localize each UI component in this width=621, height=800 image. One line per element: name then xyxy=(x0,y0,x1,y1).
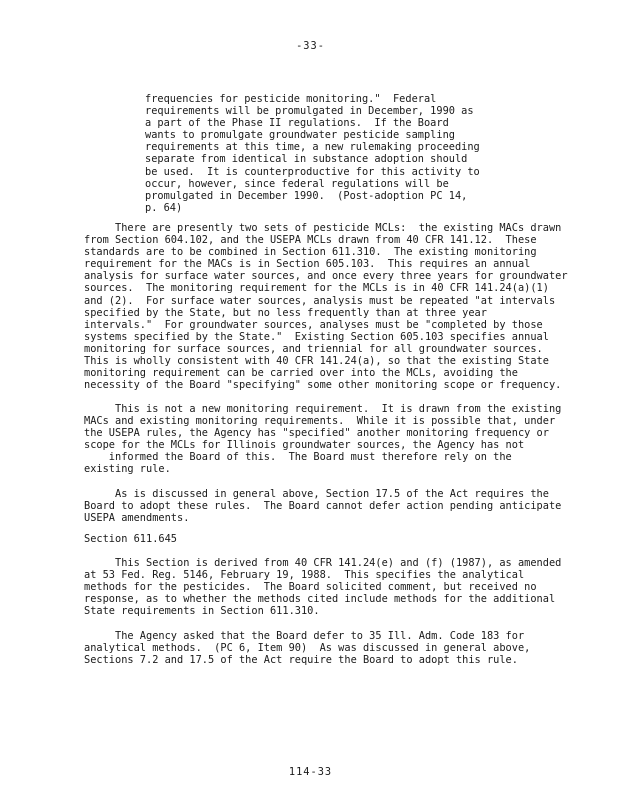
page-footer: 114-33 xyxy=(288,766,333,778)
text-line: Sections 7.2 and 17.5 of the Act require the Board to adopt this rule. xyxy=(84,654,518,667)
text-line: systems specified by the State." Existing Section 605.103 specifies annual xyxy=(84,330,549,343)
text-line: MACs and existing monitoring requirements. While it is possible that, under xyxy=(84,415,556,428)
text-line: frequencies for pesticide monitoring." Federal xyxy=(145,93,437,105)
text-line: the USEPA rules, the Agency has "specified" another monitoring frequency or xyxy=(84,427,549,440)
text-line: specified by the State, but no less frequently than at three year xyxy=(84,306,487,319)
text-line: promulgated in December 1990. (Post-adoption PC 14, xyxy=(145,189,468,202)
text-line: analysis for surface water sources, and once every three years for groundwater xyxy=(84,270,568,283)
paragraph-analytical-methods xyxy=(84,557,560,617)
section-heading: Section 611.645 xyxy=(84,533,177,545)
paragraph-agency-request xyxy=(84,630,560,666)
text-line: Board to adopt these rules. The Board cannot defer action pending anticipate xyxy=(84,500,562,513)
text-line: monitoring requirement can be carried over into the MCLs, avoiding the xyxy=(84,367,518,380)
text-line: wants to promulgate groundwater pesticide sampling xyxy=(145,129,455,142)
paragraph-monitoring-requirement xyxy=(84,403,560,476)
text-line: standards are to be combined in Section 611.310. The existing monitoring xyxy=(84,246,537,259)
text-line: analytical methods. (PC 6, Item 90) As was discussed in general above, xyxy=(84,642,531,655)
text-line: requirements will be promulgated in December, 1990 as xyxy=(145,105,474,118)
text-line: p. 64) xyxy=(145,201,183,214)
text-line: requirements at this time, a new rulemaking proceeding xyxy=(145,141,480,154)
text-line: occur, however, since federal regulations will be xyxy=(145,177,449,190)
text-line: The Agency asked that the Board defer to 35 Ill. Adm. Code 183 for xyxy=(84,630,525,642)
text-line: There are presently two sets of pesticide MCLs: the existing MACs drawn xyxy=(84,222,562,234)
block-quote xyxy=(145,93,480,214)
text-line: State requirements in Section 611.310. xyxy=(84,605,320,618)
text-line: response, as to whether the methods cited include methods for the additional xyxy=(84,593,556,606)
text-line: requirement for the MACs is in Section 605.103. This requires an annual xyxy=(84,258,531,271)
paragraph-pesticide-mcls xyxy=(84,222,568,392)
text-line: and (2). For surface water sources, analysis must be repeated "at intervals xyxy=(84,294,556,307)
paragraph-section-17-5 xyxy=(84,488,560,524)
text-line: As is discussed in general above, Section 17.5 of the Act requires the xyxy=(84,488,549,500)
text-line: separate from identical in substance adoption should xyxy=(145,153,468,166)
text-line: necessity of the Board "specifying" some other monitoring scope or frequency. xyxy=(84,379,562,392)
text-line: from Section 604.102, and the USEPA MCLs drawn from 40 CFR 141.12. These xyxy=(84,234,537,247)
text-line: existing rule. xyxy=(84,463,171,476)
text-line: monitoring for surface sources, and triennial for all groundwater sources. xyxy=(84,342,543,355)
text-line: intervals." For groundwater sources, analyses must be "completed by those xyxy=(84,318,543,331)
text-line: be used. It is counterproductive for this activity to xyxy=(145,165,480,178)
text-line: methods for the pesticides. The Board solicited comment, but received no xyxy=(84,581,537,594)
text-line: a part of the Phase II regulations. If the Board xyxy=(145,117,449,130)
text-line: This is wholly consistent with 40 CFR 141.24(a), so that the existing State xyxy=(84,355,549,368)
text-line: sources. The monitoring requirement for the MCLs is in 40 CFR 141.24(a)(1) xyxy=(84,282,549,295)
text-line: This is not a new monitoring requirement. It is drawn from the existing xyxy=(84,403,562,415)
text-line: informed the Board of this. The Board must therefore rely on the xyxy=(84,451,512,464)
text-line: at 53 Fed. Reg. 5146, February 19, 1988. This specifies the analytical xyxy=(84,569,525,582)
text-line: scope for the MCLs for Illinois groundwater sources, the Agency has not xyxy=(84,439,525,452)
page-number: -33- xyxy=(296,40,325,52)
text-line: USEPA amendments. xyxy=(84,512,190,525)
text-line: This Section is derived from 40 CFR 141.24(e) and (f) (1987), as amended xyxy=(84,557,562,569)
